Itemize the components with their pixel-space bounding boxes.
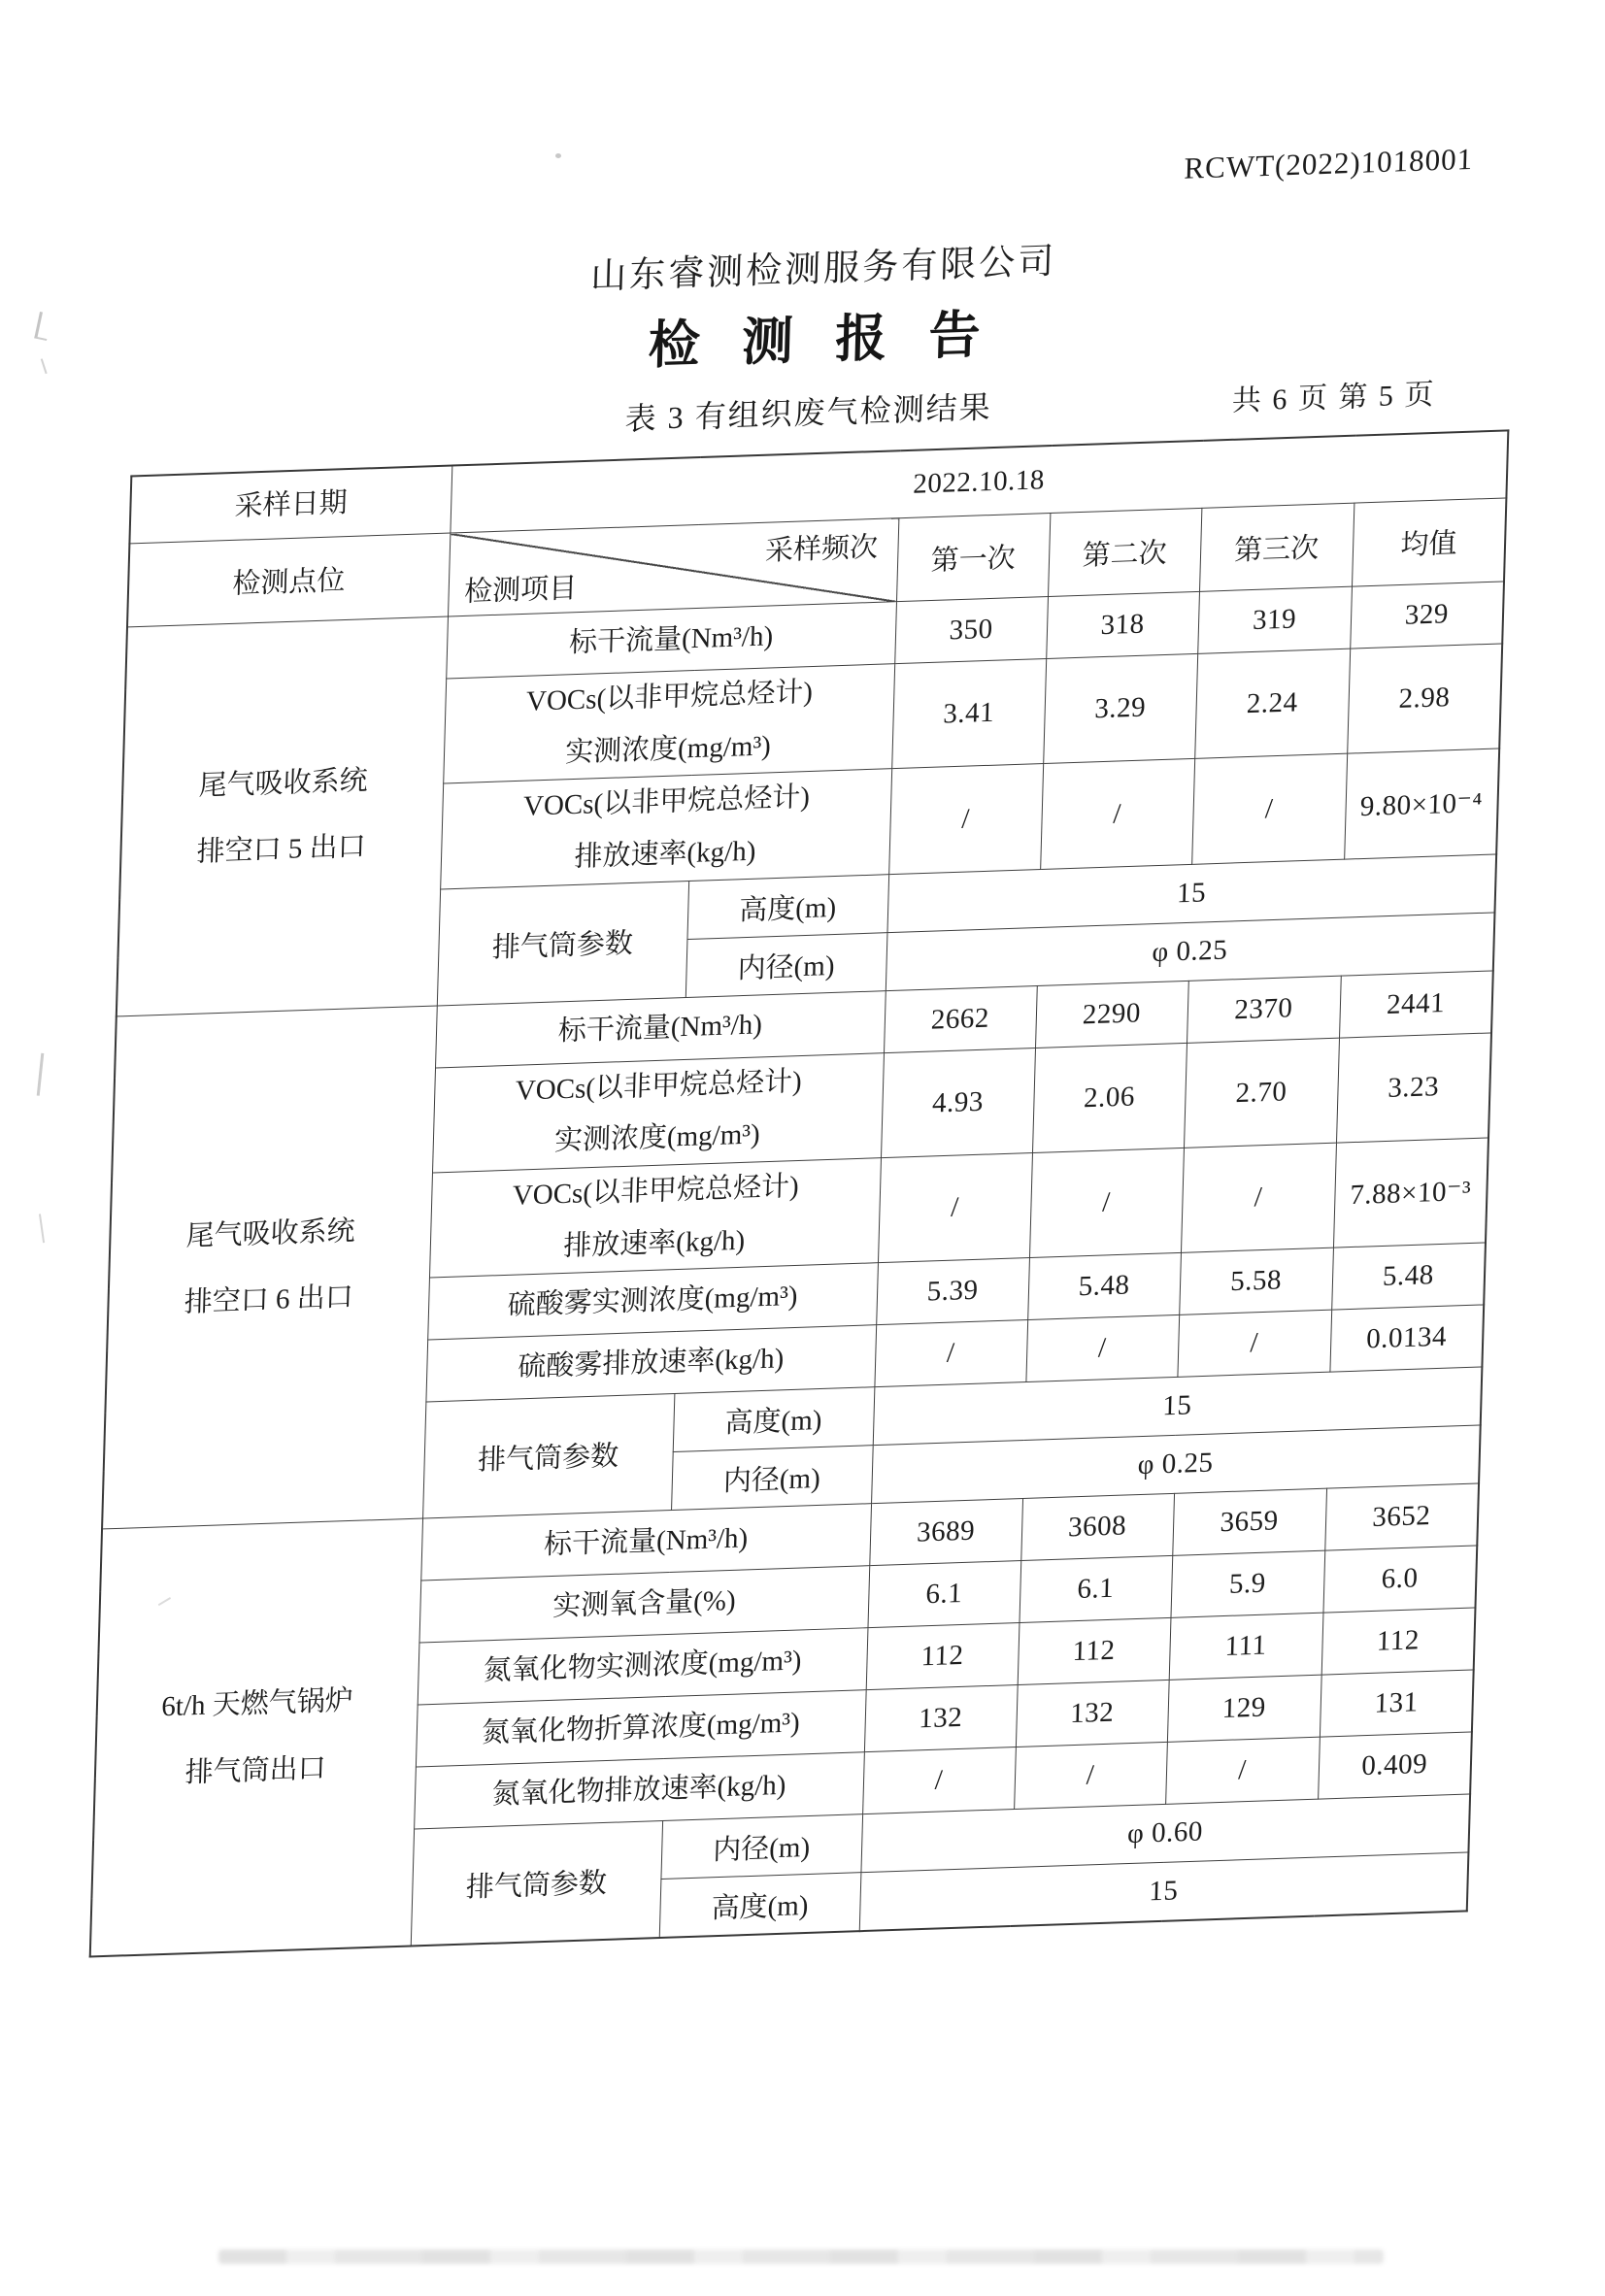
value-cell: /	[1014, 1743, 1167, 1810]
value-cell: 3659	[1172, 1488, 1326, 1555]
value-cell: 5.58	[1179, 1248, 1333, 1314]
value-cell: 5.48	[1331, 1243, 1486, 1310]
diagonal-header-cell	[448, 518, 898, 616]
value-cell: 129	[1167, 1675, 1321, 1742]
stack-param-name-cell: 内径(m)	[671, 1446, 873, 1511]
monitoring-point-cell: 尾气吸收系统 排空口 5 出口	[117, 616, 448, 1016]
stack-param-value-cell: 15	[873, 1367, 1483, 1446]
value-cell: /	[874, 1320, 1027, 1387]
value-cell: 132	[1016, 1680, 1169, 1747]
value-cell: 2.98	[1347, 644, 1502, 753]
column-header-run3: 第三次	[1199, 503, 1354, 591]
value-cell: 9.80×10⁻⁴	[1344, 749, 1499, 858]
value-cell: 2.24	[1194, 649, 1350, 758]
item-label-cell: VOCs(以非甲烷总烃计) 实测浓度(mg/m³)	[432, 1052, 884, 1173]
stack-param-value-cell: 15	[859, 1852, 1469, 1931]
value-cell: /	[1181, 1143, 1336, 1252]
item-label-cell: VOCs(以非甲烷总烃计) 实测浓度(mg/m³)	[443, 664, 894, 784]
value-cell: 132	[864, 1685, 1018, 1752]
value-cell: /	[1177, 1310, 1331, 1377]
value-cell: 5.39	[876, 1258, 1029, 1325]
value-cell: 6.0	[1322, 1546, 1477, 1613]
value-cell: 112	[1321, 1608, 1476, 1675]
value-cell: /	[1025, 1315, 1179, 1382]
value-cell: 0.0134	[1329, 1305, 1484, 1372]
value-cell: /	[1029, 1148, 1184, 1257]
stack-params-label-cell: 排气筒参数	[437, 881, 688, 1005]
stack-param-name-cell: 高度(m)	[659, 1873, 861, 1938]
table-caption: 表 3 有组织废气检测结果	[624, 389, 993, 437]
item-label-cell: 硫酸雾排放速率(kg/h)	[425, 1325, 876, 1402]
item-label-cell: 氮氧化物实测浓度(mg/m³)	[418, 1628, 868, 1705]
sampling-date-label: 采样日期	[129, 466, 451, 545]
value-cell: /	[1165, 1737, 1320, 1804]
column-header-run2: 第二次	[1048, 508, 1201, 596]
sampling-date-value: 2022.10.18	[450, 430, 1508, 533]
value-cell: 6.1	[867, 1561, 1020, 1628]
point-header-cell: 检测点位	[127, 533, 450, 627]
column-header-run1: 第一次	[896, 514, 1050, 602]
stack-param-name-cell: 内径(m)	[660, 1814, 862, 1880]
stack-params-label-cell: 排气筒参数	[422, 1394, 674, 1518]
value-cell: /	[1040, 759, 1194, 869]
value-cell: /	[888, 764, 1043, 874]
item-label-cell: 标干流量(Nm³/h)	[446, 602, 896, 679]
value-cell: 3.29	[1043, 653, 1197, 763]
value-cell: 350	[894, 597, 1048, 664]
value-cell: 3652	[1324, 1483, 1479, 1550]
results-table	[89, 429, 1510, 1957]
report-title: 检 测 报 告	[647, 307, 996, 375]
value-cell: 3.41	[891, 659, 1046, 769]
monitoring-point-cell: 6t/h 天燃气锅炉 排气筒出口	[90, 1518, 422, 1956]
item-label-cell: 氮氧化物折算浓度(mg/m³)	[416, 1690, 866, 1767]
item-label-cell: VOCs(以非甲烷总烃计) 排放速率(kg/h)	[429, 1158, 881, 1279]
value-cell: 329	[1350, 582, 1504, 649]
item-label-cell: 硫酸雾实测浓度(mg/m³)	[427, 1263, 878, 1340]
value-cell: /	[1191, 754, 1347, 864]
stack-param-value-cell: φ 0.25	[871, 1425, 1481, 1504]
stack-param-name-cell: 内径(m)	[685, 932, 887, 997]
value-cell: 2.06	[1032, 1043, 1187, 1152]
value-cell: 111	[1169, 1613, 1323, 1680]
item-label-cell: 标干流量(Nm³/h)	[420, 1504, 871, 1581]
item-label-cell: 实测氧含量(%)	[418, 1566, 869, 1643]
report-number: RCWT(2022)1018001	[1184, 141, 1474, 185]
value-cell: 3608	[1020, 1494, 1174, 1561]
value-cell: 318	[1046, 591, 1199, 658]
stack-param-value-cell: φ 0.25	[886, 913, 1495, 991]
value-cell: 6.1	[1019, 1556, 1172, 1623]
value-cell: 112	[1018, 1618, 1171, 1685]
frequency-header-label: 采样频次	[764, 532, 879, 567]
value-cell: 5.9	[1170, 1550, 1324, 1617]
monitoring-point-cell: 尾气吸收系统 排空口 6 出口	[102, 1006, 437, 1530]
value-cell: 7.88×10⁻³	[1333, 1138, 1488, 1248]
value-cell: 3.23	[1336, 1033, 1491, 1143]
value-cell: 2.70	[1184, 1038, 1339, 1148]
value-cell: 0.409	[1318, 1732, 1472, 1799]
item-label-cell: VOCs(以非甲烷总烃计) 排放速率(kg/h)	[440, 769, 891, 889]
item-header-label: 检测项目	[463, 573, 578, 609]
value-cell: 131	[1320, 1670, 1474, 1737]
value-cell: 3689	[869, 1499, 1022, 1566]
value-cell: 5.48	[1027, 1253, 1181, 1320]
value-cell: 4.93	[881, 1048, 1035, 1157]
value-cell: 2662	[884, 985, 1037, 1052]
company-name: 山东睿测检测服务有限公司	[589, 242, 1057, 297]
value-cell: 2441	[1339, 971, 1493, 1038]
stack-param-value-cell: 15	[886, 854, 1496, 933]
stack-param-name-cell: 高度(m)	[673, 1387, 875, 1452]
item-label-cell: 标干流量(Nm³/h)	[435, 990, 886, 1067]
stack-param-name-cell: 高度(m)	[686, 874, 888, 939]
value-cell: /	[862, 1747, 1016, 1814]
column-header-mean: 均值	[1352, 498, 1506, 586]
page-indicator: 共 6 页 第 5 页	[1231, 378, 1436, 417]
stack-params-label-cell: 排气筒参数	[411, 1821, 662, 1946]
value-cell: 2370	[1187, 976, 1341, 1043]
stack-param-value-cell: φ 0.60	[860, 1794, 1470, 1873]
item-label-cell: 氮氧化物排放速率(kg/h)	[414, 1752, 864, 1829]
value-cell: /	[878, 1153, 1032, 1263]
value-cell: 112	[866, 1623, 1020, 1690]
value-cell: 319	[1197, 586, 1352, 653]
value-cell: 2290	[1035, 981, 1188, 1048]
